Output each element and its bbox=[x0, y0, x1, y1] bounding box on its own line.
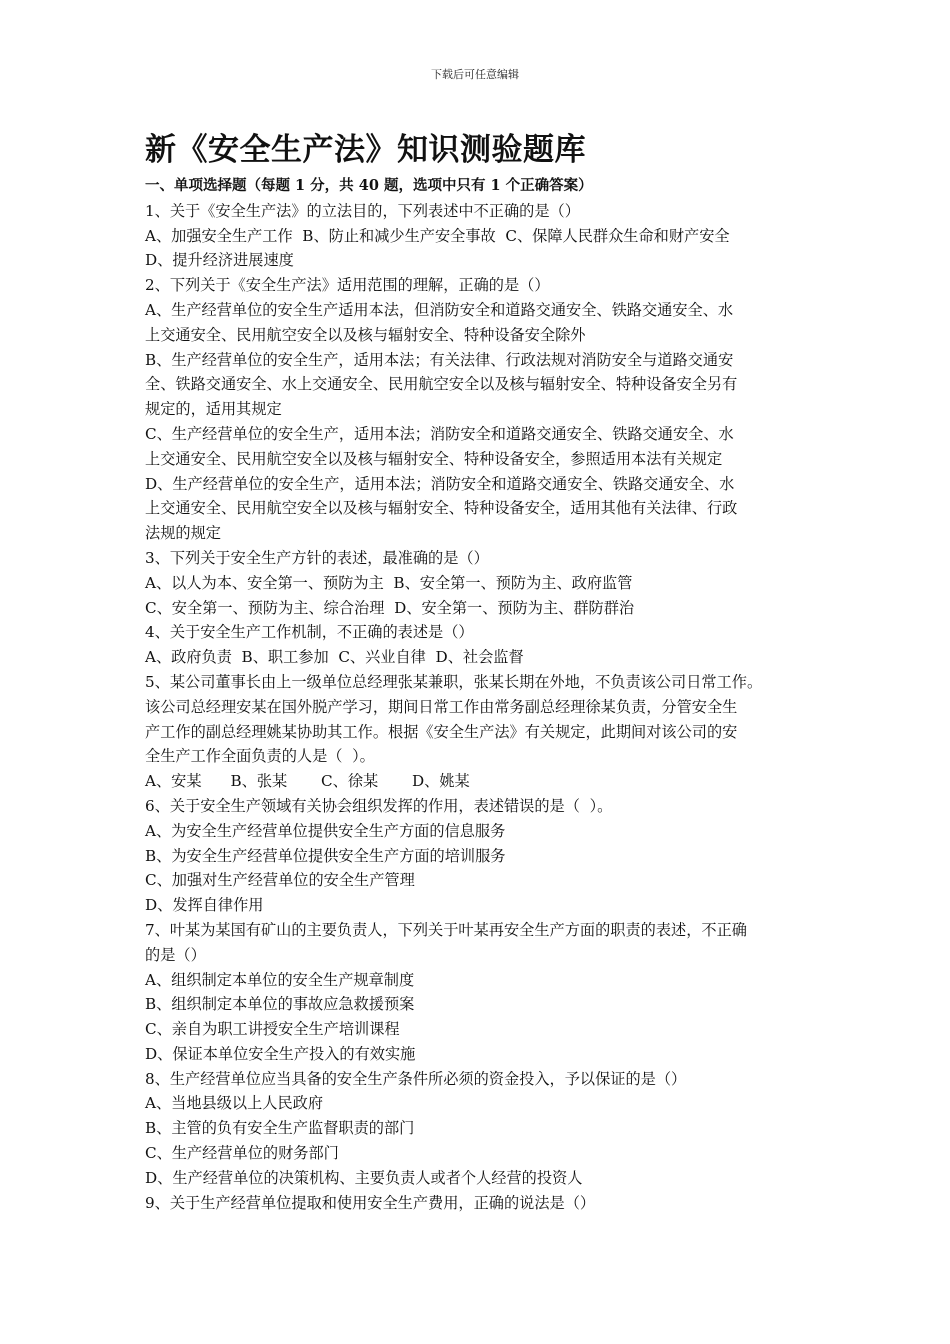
text-line: C、生产经营单位的财务部门 bbox=[145, 1144, 339, 1163]
text-line: A、组织制定本单位的安全生产规章制度 bbox=[145, 970, 415, 989]
text-line: 全生产工作全面负责的人是（ ）。 bbox=[145, 747, 375, 766]
text-line: 5、某公司董事长由上一级单位总经理张某兼职，张某长期在外地，不负责该公司日常工作。 bbox=[145, 672, 763, 691]
text-line: C、加强对生产经营单位的安全生产管理 bbox=[145, 871, 415, 890]
text-line: C、亲自为职工讲授安全生产培训课程 bbox=[145, 1020, 400, 1039]
text-line: D、发挥自律作用 bbox=[145, 896, 264, 915]
text-line: B、为安全生产经营单位提供安全生产方面的培训服务 bbox=[145, 846, 506, 865]
text-line: 全、铁路交通安全、水上交通安全、民用航空安全以及核与辐射安全、特种设备安全另有 bbox=[145, 375, 738, 394]
text-line: 4、关于安全生产工作机制，不正确的表述是（） bbox=[145, 623, 474, 642]
text-line: 规定的，适用其规定 bbox=[145, 400, 282, 419]
text-line: A、安某 B、张某 C、徐某 D、姚某 bbox=[145, 772, 470, 791]
text-line: 1、关于《安全生产法》的立法目的，下列表述中不正确的是（） bbox=[145, 201, 580, 220]
text-line: 产工作的副总经理姚某协助其工作。根据《安全生产法》有关规定，此期间对该公司的安 bbox=[145, 722, 738, 741]
text-line: 法规的规定 bbox=[145, 524, 221, 543]
text-line: B、组织制定本单位的事故应急救援预案 bbox=[145, 995, 415, 1014]
text-line: A、生产经营单位的安全生产适用本法，但消防安全和道路交通安全、铁路交通安全、水 bbox=[145, 300, 734, 319]
question-list bbox=[145, 199, 815, 1216]
text-line: 3、下列关于安全生产方针的表述，最准确的是（） bbox=[145, 548, 489, 567]
text-line: D、提升经济进展速度 bbox=[145, 251, 294, 270]
text-line: 上交通安全、民用航空安全以及核与辐射安全、特种设备安全，参照适用本法有关规定 bbox=[145, 449, 723, 468]
text-line: 2、下列关于《安全生产法》适用范围的理解，正确的是（） bbox=[145, 276, 550, 295]
text-line: 的是（） bbox=[145, 945, 206, 964]
text-line: D、生产经营单位的安全生产，适用本法；消防安全和道路交通安全、铁路交通安全、水 bbox=[145, 474, 735, 493]
text-line: C、生产经营单位的安全生产，适用本法；消防安全和道路交通安全、铁路交通安全、水 bbox=[145, 424, 734, 443]
text-line: 9、关于生产经营单位提取和使用安全生产费用，正确的说法是（） bbox=[145, 1193, 596, 1212]
text-line: 该公司总经理安某在国外脱产学习，期间日常工作由常务副总经理徐某负责，分管安全生 bbox=[145, 697, 738, 716]
section-heading: 一、单项选择题（每题 1 分，共 40 题，选项中只有 1 个正确答案） bbox=[145, 177, 593, 194]
document-title: 新《安全生产法》知识测验题库 bbox=[145, 132, 586, 168]
text-line: A、以人为本、安全第一、预防为主 B、安全第一、预防为主、政府监管 bbox=[145, 573, 633, 592]
text-line: A、为安全生产经营单位提供安全生产方面的信息服务 bbox=[145, 821, 506, 840]
text-line: A、政府负责 B、职工参加 C、兴业自律 D、社会监督 bbox=[145, 648, 524, 667]
text-line: D、生产经营单位的决策机构、主要负责人或者个人经营的投资人 bbox=[145, 1168, 583, 1187]
text-line: C、安全第一、预防为主、综合治理 D、安全第一、预防为主、群防群治 bbox=[145, 598, 635, 617]
text-line: 上交通安全、民用航空安全以及核与辐射安全、特种设备安全，适用其他有关法律、行政 bbox=[145, 499, 738, 518]
document-body bbox=[145, 126, 815, 1215]
text-line: 6、关于安全生产领域有关协会组织发挥的作用，表述错误的是（ ）。 bbox=[145, 796, 613, 815]
text-line: A、当地县级以上人民政府 bbox=[145, 1094, 324, 1113]
text-line: D、保证本单位安全生产投入的有效实施 bbox=[145, 1044, 416, 1063]
text-line: A、加强安全生产工作 B、防止和减少生产安全事故 C、保障人民群众生命和财产安全 bbox=[145, 226, 730, 245]
text-line: B、主管的负有安全生产监督职责的部门 bbox=[145, 1119, 415, 1138]
text-line: 7、叶某为某国有矿山的主要负责人，下列关于叶某再安全生产方面的职责的表述，不正确 bbox=[145, 920, 747, 939]
text-line: 上交通安全、民用航空安全以及核与辐射安全、特种设备安全除外 bbox=[145, 325, 586, 344]
text-line: 8、生产经营单位应当具备的安全生产条件所必须的资金投入，予以保证的是（） bbox=[145, 1069, 687, 1088]
text-line: B、生产经营单位的安全生产，适用本法；有关法律、行政法规对消防安全与道路交通安 bbox=[145, 350, 734, 369]
page-header-note: 下载后可任意编辑 bbox=[431, 68, 519, 81]
